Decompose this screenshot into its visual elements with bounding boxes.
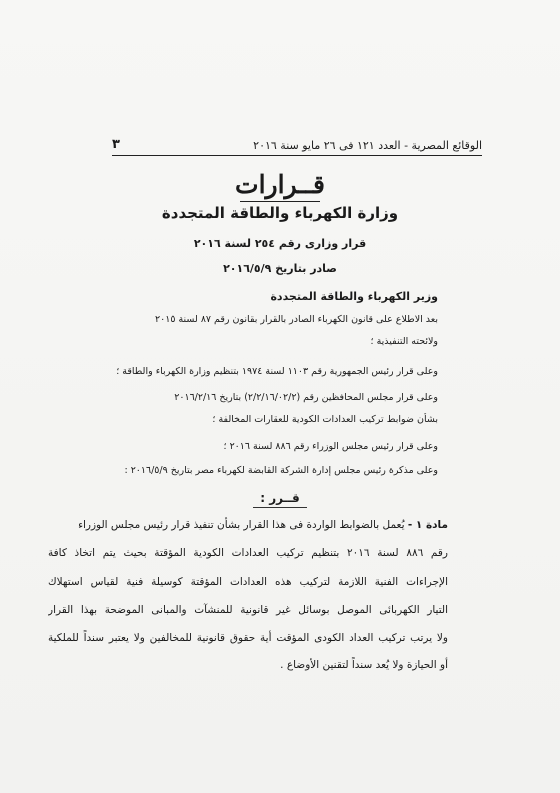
page-title: قــرارات xyxy=(235,170,325,199)
preamble-line: وعلى قرار مجلس المحافظين رقم (٢/٢/١٦/٠٢/٢) بتاريخ ٢٠١٦/٢/١٦ xyxy=(174,392,438,403)
article-first-line xyxy=(48,517,448,533)
decided-heading: قــرر : xyxy=(260,491,300,505)
title-underline xyxy=(240,201,320,202)
signatory: وزير الكهرباء والطاقة المتجددة xyxy=(270,290,438,303)
article-line: أو الحيازة ولا يُعد سنداً لتقنين الأوضاع . xyxy=(280,659,448,671)
preamble-line: ولائحته التنفيذية ؛ xyxy=(370,336,438,347)
article-line: التيار الكهربائى الموصل بوسائل غير قانونية للمنشآت والمبانى الموضحة بهذا القرار xyxy=(48,604,448,616)
page-number: ٣ xyxy=(112,137,120,152)
article-line: رقم ٨٨٦ لسنة ٢٠١٦ بتنظيم تركيب العدادات الكودية المؤقتة بحيث يتم اتخاذ كافة xyxy=(48,547,448,559)
preamble-line: وعلى قرار رئيس الجمهورية رقم ١١٠٣ لسنة ١٩٧٤ بتنظيم وزارة الكهرباء والطاقة ؛ xyxy=(116,366,438,377)
page-header xyxy=(112,130,482,156)
preamble-line: بعد الاطلاع على قانون الكهرباء الصادر بالقرار بقانون رقم ٨٧ لسنة ٢٠١٥ xyxy=(155,314,438,325)
header-text: الوقائع المصرية - العدد ١٢١ فى ٢٦ مايو سنة ٢٠١٦ xyxy=(253,139,482,152)
decree-number: قرار وزارى رقم ٢٥٤ لسنة ٢٠١٦ xyxy=(193,237,367,250)
decided-underline xyxy=(253,507,307,508)
preamble-line: وعلى مذكرة رئيس مجلس إدارة الشركة القابضة لكهرباء مصر بتاريخ ٢٠١٦/٥/٩ : xyxy=(124,465,438,476)
article-line: يُعمل بالضوابط الواردة فى هذا القرار بشأن تنفيذ قرار رئيس مجلس الوزراء xyxy=(78,519,405,531)
article-label: مادة ١ - xyxy=(407,519,448,531)
decree-date: صادر بتاريخ ٢٠١٦/٥/٩ xyxy=(223,262,337,275)
ministry-title: وزارة الكهرباء والطاقة المتجددة xyxy=(161,204,399,222)
preamble-line: وعلى قرار رئيس مجلس الوزراء رقم ٨٨٦ لسنة ٢٠١٦ ؛ xyxy=(223,441,438,452)
preamble-line: بشأن ضوابط تركيب العدادات الكودية للعقارات المخالفة ؛ xyxy=(212,414,438,425)
article-line: الإجراءات الفنية اللازمة لتركيب هذه العدادات المؤقتة كوسيلة فنية لقياس استهلاك xyxy=(48,576,448,588)
article-line: ولا يرتب تركيب العداد الكودى المؤقت أية حقوق قانونية للمخالفين ولا يعتبر سنداً للملكية xyxy=(48,632,448,644)
